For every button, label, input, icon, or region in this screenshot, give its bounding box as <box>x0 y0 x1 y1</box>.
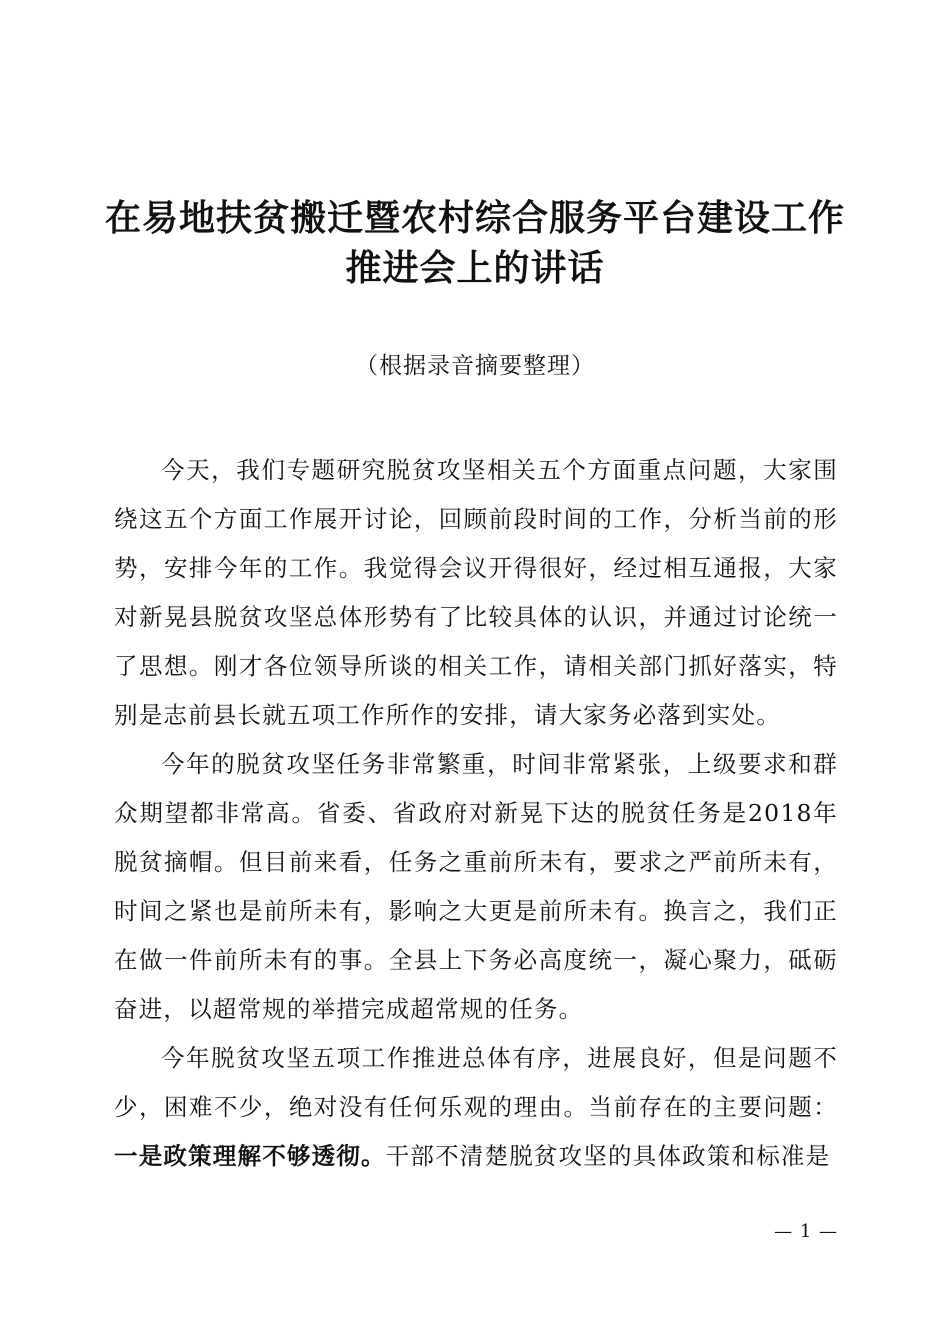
paragraph-2: 今年的脱贫攻坚任务非常繁重，时间非常紧张，上级要求和群众期望都非常高。省委、省政府对新晃下达的脱贫任务是2018年脱贫摘帽。但目前来看，任务之重前所未有，要求之严前所未有，时间之紧也是前所未有，影响之大更是前所未有。换言之，我们正在做一件前所未有的事。全县上下务必高度统一，凝心聚力，砥砺奋进，以超常规的举措完成超常规的任务。 <box>114 750 838 1023</box>
document-title-line-2: 推进会上的讲话 <box>345 247 605 289</box>
document-title-line-1: 在易地扶贫搬迁暨农村综合服务平台建设工作 <box>104 197 845 239</box>
paragraph-3-lead: 今年脱贫攻坚五项工作推进总体有序，进展良好，但是问题不少，困难不少，绝对没有任何乐观的理由。当前存在的主要问题： <box>114 1044 838 1121</box>
document-body <box>114 446 838 1181</box>
paragraph-3-bold-heading: 一是政策理解不够透彻。 <box>114 1142 386 1170</box>
paragraph-1: 今天，我们专题研究脱贫攻坚相关五个方面重点问题，大家围绕这五个方面工作展开讨论，回顾前段时间的工作，分析当前的形势，安排今年的工作。我觉得会议开得很好，经过相互通报，大家对新晃县脱贫攻坚总体形势有了比较具体的认识，并通过讨论统一了思想。刚才各位领导所谈的相关工作，请相关部门抓好落实，特别是志前县长就五项工作所作的安排，请大家务必落到实处。 <box>114 456 838 729</box>
document-subtitle: （根据录音摘要整理） <box>355 353 595 379</box>
paragraph-3-tail: 干部不清楚脱贫攻坚的具体政策和标准是 <box>385 1142 831 1170</box>
page-number: — 1 — <box>774 1221 838 1242</box>
paragraph-3 <box>114 1034 838 1181</box>
